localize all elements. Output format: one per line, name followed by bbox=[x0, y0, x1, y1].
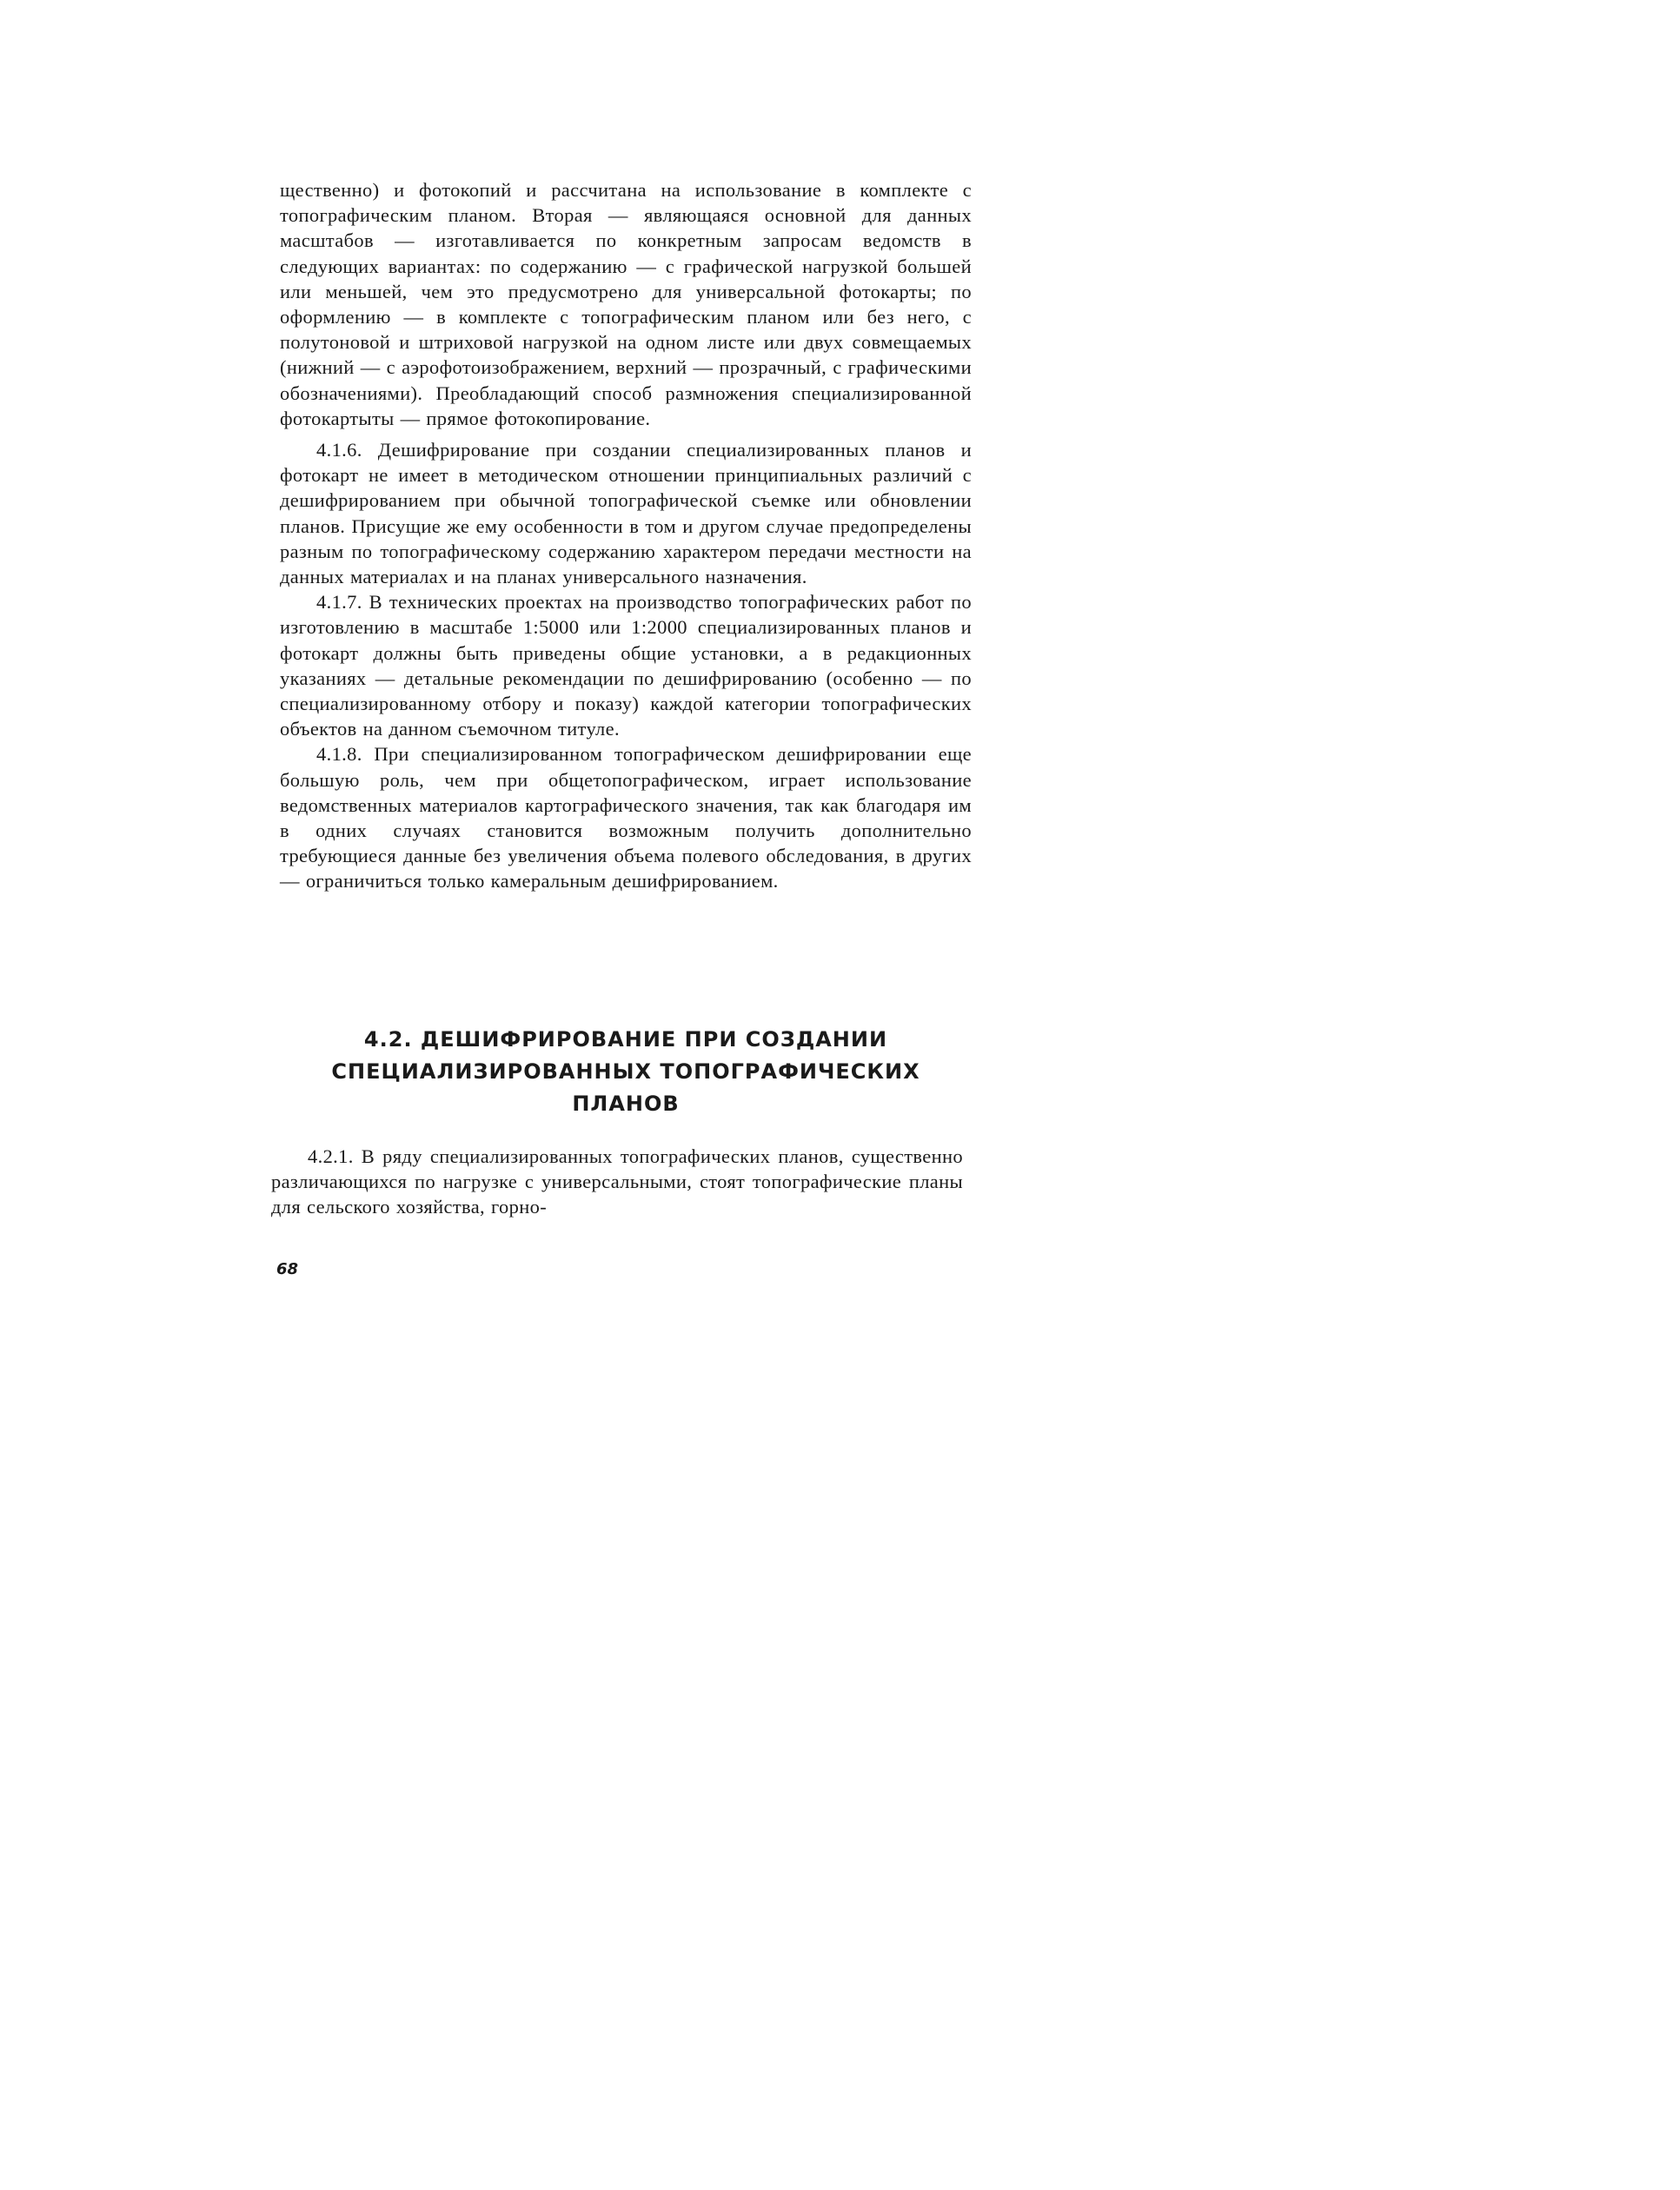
paragraph-4-1-7: 4.1.7. В технических проектах на производство топографических работ по изготовлению в масштабе 1:5000 или 1:2000 специализированных планов и фотокарт должны быть приведены общие установки, а в редакционных указаниях — детальные рекомендации по дешифрированию (особенно — по специализированному отбору и показу) каждой категории топографических объектов на данном съемочном титуле. bbox=[280, 591, 972, 740]
section-heading bbox=[280, 1024, 972, 1120]
page-number: 68 bbox=[276, 1260, 299, 1278]
section-heading-line-3: ПЛАНОВ bbox=[572, 1092, 680, 1116]
paragraph-continuation: щественно) и фотокопий и рассчитана на использование в комплекте с топографическим планом. Вторая — являющаяся основной для данных масштабов — изготавливается по конкретным запросам ведомств в следующих вариантах: по содержанию — с графической нагрузкой большей или меньшей, чем это предусмотрено для универсальной фотокарты; по оформлению — в комплекте с топографическим планом или без него, с полутоновой и штриховой нагрузкой на одном листе или двух совмещаемых (нижний — с аэрофотоизображением, верхний — прозрачный, с графическими обозначениями). Преобладающий способ размножения специализированной фотокартыты — прямое фотокопирование. bbox=[280, 179, 972, 429]
body-text-upper bbox=[280, 177, 972, 894]
section-heading-line-2: СПЕЦИАЛИЗИРОВАННЫХ ТОПОГРАФИЧЕСКИХ bbox=[331, 1059, 920, 1084]
paragraph-4-1-8: 4.1.8. При специализированном топографическом дешифрировании еще большую роль, чем при общетопографическом, играет использование ведомственных материалов картографического значения, так как благодаря им в одних случаях становится возможным получить дополнительно требующиеся данные без увеличения объема полевого обследования, в других — ограничиться только камеральным дешифрированием. bbox=[280, 743, 972, 893]
paragraph-4-2-1: 4.2.1. В ряду специализированных топографических планов, существенно различающихся по нагрузке с универсальными, стоят топографические планы для сельского хозяйства, горно- bbox=[271, 1145, 963, 1218]
paragraph-4-1-6: 4.1.6. Дешифрирование при создании специализированных планов и фотокарт не имеет в методическом отношении принципиальных различий с дешифрированием при обычной топографической съемке или обновлении планов. Присущие же ему особенности в том и другом случае предопределены разным по топографическому содержанию характером передачи местности на данных материалах и на планах универсального назначения. bbox=[280, 439, 972, 588]
body-text-lower bbox=[271, 1144, 963, 1220]
section-heading-line-1: 4.2. ДЕШИФРИРОВАНИЕ ПРИ СОЗДАНИИ bbox=[363, 1027, 888, 1052]
